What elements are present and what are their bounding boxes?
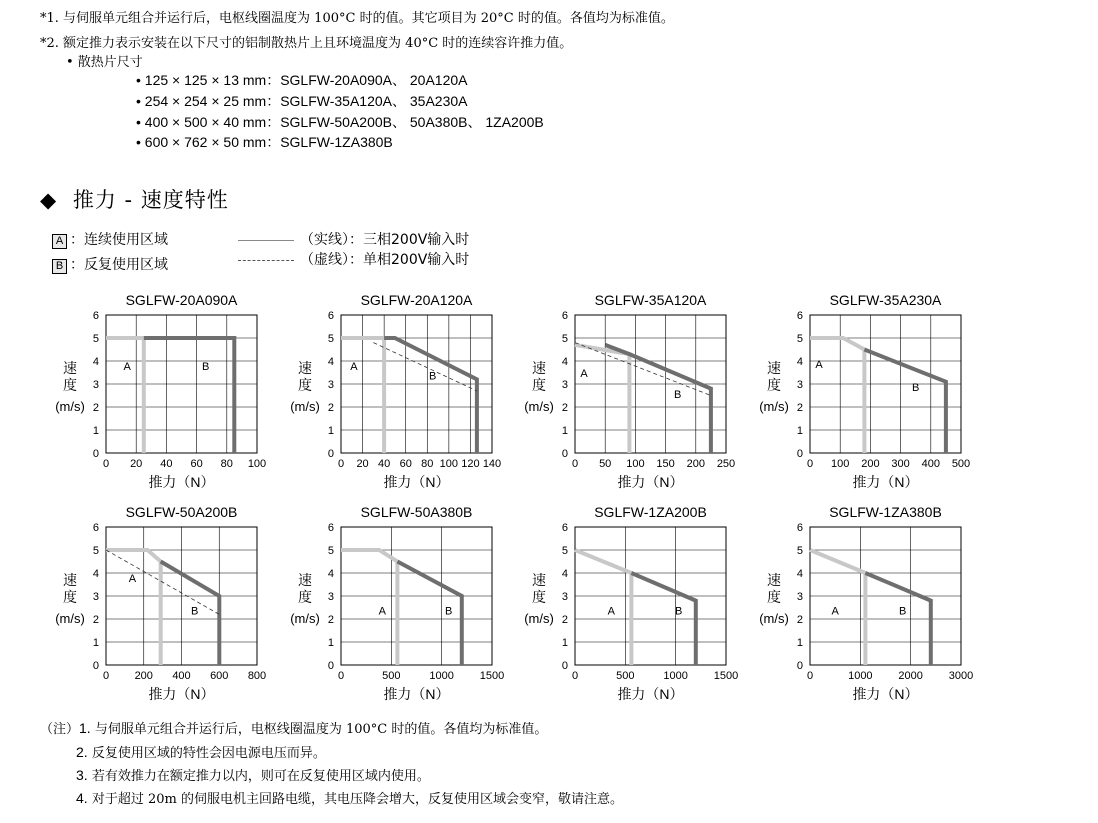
footnote-4: 4. 对于超过 20m 的伺服电机主回路电缆，其电压降会增大，反复使用区域会变窄，敬请注意。 (76, 790, 623, 807)
region-label: B (675, 605, 683, 618)
y-axis-label: 速 (298, 360, 312, 376)
x-tick-label: 20 (130, 458, 143, 470)
y-axis-unit: (m/s) (290, 399, 320, 414)
legend-b-box: B (52, 259, 67, 274)
y-tick-label: 6 (561, 522, 568, 534)
y-tick-label: 3 (561, 591, 568, 603)
y-tick-label: 1 (796, 637, 803, 649)
chart-title: SGLFW-50A380B (360, 504, 473, 520)
y-tick-label: 5 (327, 545, 334, 557)
series-b-line (864, 350, 946, 454)
chart-title: SGLFW-50A200B (125, 504, 238, 520)
x-tick-label: 20 (356, 458, 369, 470)
legend-solid: （实线）：三相200V输入时 (238, 229, 469, 249)
y-tick-label: 5 (561, 545, 568, 557)
x-tick-label: 200 (861, 458, 880, 470)
region-label: A (580, 368, 588, 381)
series-b-single-line (373, 343, 477, 391)
chart-title: SGLFW-35A230A (829, 292, 942, 308)
region-label: B (429, 370, 437, 383)
chart-title: SGLFW-35A120A (594, 292, 707, 308)
heatsink-item: • 600 × 762 × 50 mm：SGLFW-1ZA380B (136, 134, 393, 150)
region-label: B (912, 381, 920, 394)
y-tick-label: 0 (796, 660, 803, 672)
x-tick-label: 0 (337, 670, 345, 682)
y-axis-label: 速 (767, 360, 781, 376)
y-axis-label: 速 (298, 572, 312, 588)
y-tick-label: 4 (561, 568, 568, 580)
y-tick-label: 0 (92, 448, 99, 460)
y-tick-label: 4 (561, 356, 568, 368)
y-axis-label: 度 (767, 377, 781, 393)
region-label: B (898, 605, 907, 618)
region-label: A (123, 361, 131, 374)
y-tick-label: 5 (92, 545, 99, 557)
y-axis-label: 度 (532, 589, 546, 605)
x-tick-label: 400 (921, 458, 940, 470)
x-tick-label: 2000 (898, 670, 923, 682)
y-tick-label: 2 (327, 402, 334, 414)
y-tick-label: 5 (92, 333, 99, 345)
y-axis-label: 速 (532, 572, 546, 588)
x-tick-label: 100 (439, 458, 459, 470)
y-tick-label: 1 (327, 425, 334, 437)
y-axis-label: 度 (298, 377, 312, 393)
x-tick-label: 80 (421, 458, 434, 470)
y-tick-label: 2 (92, 614, 99, 626)
y-axis-unit: (m/s) (290, 611, 320, 626)
x-tick-label: 0 (102, 458, 110, 470)
x-tick-label: 1000 (848, 670, 873, 682)
y-tick-label: 3 (92, 591, 99, 603)
region-label: A (607, 605, 615, 618)
y-axis-label: 速 (63, 572, 77, 588)
y-tick-label: 1 (796, 425, 803, 437)
series-b-line (161, 562, 220, 666)
x-tick-label: 100 (247, 458, 267, 470)
x-tick-label: 200 (134, 670, 153, 682)
x-tick-label: 250 (716, 458, 736, 470)
x-tick-label: 800 (247, 670, 267, 682)
x-tick-label: 50 (599, 458, 612, 470)
x-axis-label: 推力（N） (617, 474, 684, 490)
y-axis-label: 度 (767, 589, 781, 605)
x-tick-label: 150 (656, 458, 675, 470)
y-tick-label: 4 (92, 568, 99, 580)
series-a-line (106, 338, 144, 453)
y-tick-label: 3 (796, 379, 803, 391)
y-tick-label: 1 (92, 425, 99, 437)
y-axis-unit: (m/s) (55, 611, 85, 626)
x-tick-label: 80 (220, 458, 233, 470)
x-tick-label: 500 (951, 458, 971, 470)
x-axis-label: 推力（N） (617, 686, 684, 702)
heatsink-item: • 254 × 254 × 25 mm：SGLFW-35A120A、 35A230A (136, 93, 468, 109)
y-axis-unit: (m/s) (524, 611, 554, 626)
y-tick-label: 4 (327, 356, 334, 368)
y-tick-label: 0 (327, 448, 334, 460)
y-axis-unit: (m/s) (524, 399, 554, 414)
x-axis-label: 推力（N） (383, 474, 450, 490)
y-tick-label: 3 (327, 379, 334, 391)
y-axis-label: 度 (532, 377, 546, 393)
x-axis-label: 推力（N） (148, 686, 215, 702)
y-tick-label: 2 (796, 614, 803, 626)
y-axis-unit: (m/s) (55, 399, 85, 414)
y-tick-label: 1 (92, 637, 99, 649)
y-tick-label: 2 (92, 402, 99, 414)
footnote-1: （注）1. 与伺服单元组合并运行后，电枢线圈温度为 100°C 时的值。各值均为标准值。 (40, 720, 548, 737)
y-tick-label: 4 (327, 568, 334, 580)
y-tick-label: 2 (796, 402, 803, 414)
series-b-line (144, 338, 235, 453)
y-tick-label: 6 (796, 522, 803, 534)
y-tick-label: 2 (327, 614, 334, 626)
heatsink-item: • 400 × 500 × 40 mm：SGLFW-50A200B、 50A380B、 1ZA200B (136, 114, 544, 130)
y-axis-label: 速 (767, 572, 781, 588)
x-tick-label: 100 (831, 458, 850, 470)
x-tick-label: 120 (461, 458, 480, 470)
x-tick-label: 1500 (713, 670, 739, 682)
legend-dashed: （虚线）：单相200V输入时 (238, 249, 469, 269)
y-tick-label: 5 (796, 545, 803, 557)
y-tick-label: 0 (327, 660, 334, 672)
x-tick-label: 140 (482, 458, 502, 470)
y-tick-label: 6 (561, 310, 568, 322)
region-label: B (445, 605, 453, 618)
x-tick-label: 500 (382, 670, 401, 682)
series-a-line (341, 550, 397, 665)
y-tick-label: 4 (796, 568, 803, 580)
x-tick-label: 60 (190, 458, 203, 470)
x-axis-label: 推力（N） (383, 686, 450, 702)
heatsink-item: • 125 × 125 × 13 mm：SGLFW-20A090A、 20A120A (136, 72, 468, 88)
legend-a-box: A (52, 234, 67, 249)
x-tick-label: 1000 (663, 670, 688, 682)
y-tick-label: 6 (327, 522, 334, 534)
y-tick-label: 0 (561, 660, 568, 672)
y-tick-label: 0 (92, 660, 99, 672)
y-tick-label: 5 (327, 333, 334, 345)
y-tick-label: 6 (92, 310, 99, 322)
y-axis-label: 速 (63, 360, 77, 376)
y-axis-unit: (m/s) (759, 611, 789, 626)
series-a-line (106, 550, 161, 665)
y-axis-label: 度 (63, 377, 77, 393)
region-label: B (191, 605, 199, 618)
region-label: A (128, 573, 137, 586)
y-axis-label: 度 (63, 589, 77, 605)
chart-title: SGLFW-20A090A (125, 292, 238, 308)
y-tick-label: 0 (796, 448, 803, 460)
series-b-single-line (575, 343, 711, 396)
y-tick-label: 3 (327, 591, 334, 603)
x-tick-label: 100 (626, 458, 645, 470)
x-tick-label: 300 (891, 458, 910, 470)
x-tick-label: 40 (160, 458, 173, 470)
y-tick-label: 4 (796, 356, 803, 368)
series-a-line (810, 338, 864, 453)
y-axis-label: 速 (532, 360, 546, 376)
region-label: A (831, 605, 839, 618)
x-tick-label: 400 (172, 670, 191, 682)
series-a-line (575, 550, 631, 665)
y-tick-label: 3 (92, 379, 99, 391)
x-tick-label: 1000 (429, 670, 454, 682)
y-tick-label: 0 (561, 448, 568, 460)
x-tick-label: 200 (686, 458, 705, 470)
y-tick-label: 3 (561, 379, 568, 391)
x-tick-label: 0 (806, 670, 814, 682)
y-tick-label: 5 (561, 333, 568, 345)
heatsink-title: • 散热片尺寸 (66, 55, 143, 70)
y-tick-label: 1 (327, 637, 334, 649)
y-axis-unit: (m/s) (759, 399, 789, 414)
chart-title: SGLFW-1ZA200B (594, 504, 707, 520)
region-label: B (674, 388, 682, 401)
x-axis-label: 推力（N） (852, 474, 919, 490)
y-tick-label: 2 (561, 402, 568, 414)
top-note-1: *1. 与伺服单元组合并运行后，电枢线圈温度为 100°C 时的值。其它项目为 20°C 时的值。各值均为标准值。 (40, 11, 674, 26)
top-note-2: *2. 额定推力表示安装在以下尺寸的铝制散热片上且环境温度为 40°C 时的连续容许推力值。 (40, 36, 573, 51)
section-title: ◆ 推力 - 速度特性 (40, 188, 229, 212)
x-tick-label: 0 (806, 458, 814, 470)
x-tick-label: 0 (571, 670, 579, 682)
series-b-line (384, 338, 477, 453)
y-tick-label: 3 (796, 591, 803, 603)
region-label: A (350, 361, 358, 374)
y-tick-label: 4 (92, 356, 99, 368)
x-tick-label: 0 (337, 458, 345, 470)
x-tick-label: 60 (399, 458, 412, 470)
y-axis-label: 度 (298, 589, 312, 605)
x-tick-label: 500 (616, 670, 635, 682)
region-label: A (815, 358, 823, 371)
y-tick-label: 2 (561, 614, 568, 626)
chart-title: SGLFW-1ZA380B (829, 504, 942, 520)
footnote-2: 2. 反复使用区域的特性会因电源电压而异。 (76, 744, 326, 761)
y-tick-label: 1 (561, 637, 568, 649)
x-axis-label: 推力（N） (148, 474, 215, 490)
region-label: A (378, 605, 386, 618)
x-tick-label: 3000 (948, 670, 974, 682)
x-tick-label: 40 (378, 458, 391, 470)
legend-a: A ：连续使用区域 (52, 229, 168, 249)
y-tick-label: 1 (561, 425, 568, 437)
x-tick-label: 600 (210, 670, 229, 682)
x-tick-label: 1500 (479, 670, 505, 682)
y-tick-label: 5 (796, 333, 803, 345)
x-axis-label: 推力（N） (852, 686, 919, 702)
y-tick-label: 6 (92, 522, 99, 534)
legend-b: B ：反复使用区域 (52, 254, 168, 274)
y-tick-label: 6 (796, 310, 803, 322)
y-tick-label: 6 (327, 310, 334, 322)
x-tick-label: 0 (571, 458, 579, 470)
x-tick-label: 0 (102, 670, 110, 682)
region-label: B (201, 361, 210, 374)
diamond-bullet-icon: ◆ (40, 188, 58, 212)
chart-title: SGLFW-20A120A (360, 292, 473, 308)
footnote-3: 3. 若有效推力在额定推力以内，则可在反复使用区域内使用。 (76, 767, 430, 784)
